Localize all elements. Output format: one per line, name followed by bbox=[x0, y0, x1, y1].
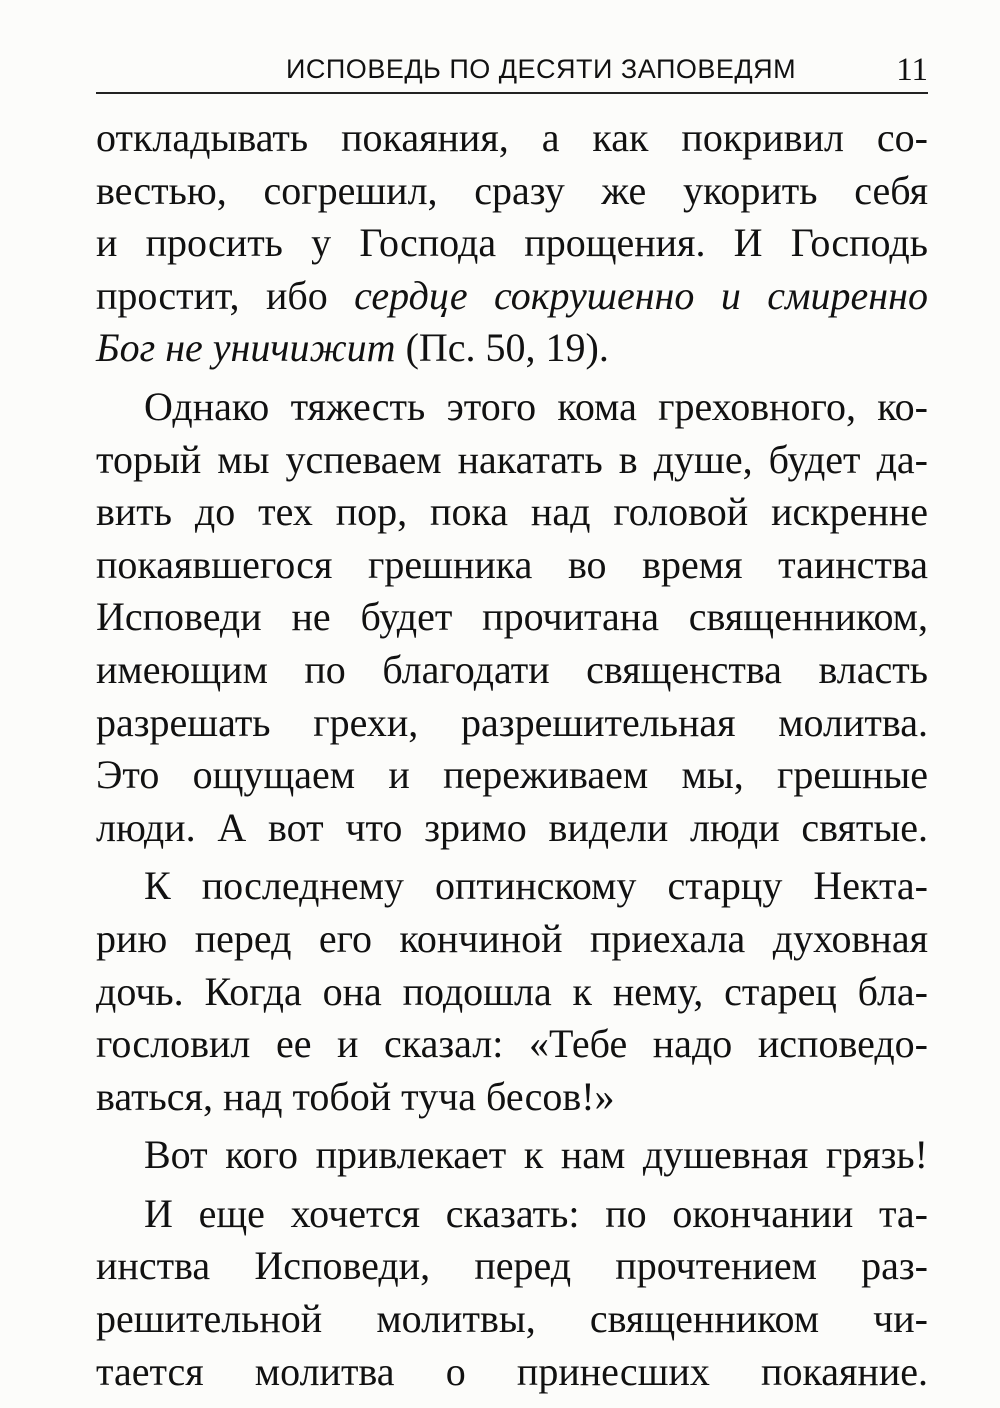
text-line: К последнему оптинскому старцу Некта- bbox=[144, 863, 928, 909]
paragraph-3 bbox=[96, 860, 928, 1123]
text-line: тается молитва о принесших покаяние. bbox=[96, 1348, 928, 1394]
text-line: Это ощущаем и переживаем мы, грешные bbox=[96, 752, 928, 798]
page-header bbox=[96, 52, 928, 94]
text-line: разрешать грехи, разрешительная молитва. bbox=[96, 699, 928, 745]
paragraph-2 bbox=[96, 381, 928, 854]
text-line: решительной молитвы, священником чи- bbox=[96, 1296, 928, 1342]
paragraph-5 bbox=[96, 1188, 928, 1398]
text-line: ваться, над тобой туча бесов!» bbox=[96, 1073, 615, 1119]
running-title: ИСПОВЕДЬ ПО ДЕСЯТИ ЗАПОВЕДЯМ bbox=[286, 54, 797, 84]
text-line: люди. А вот что зримо видели люди святые. bbox=[96, 804, 928, 850]
text-line: рию перед его кончиной приехала духовная bbox=[96, 915, 928, 961]
text-line: Вот кого привлекает к нам душевная грязь! bbox=[144, 1132, 928, 1178]
text-line: имеющим по благодати священства власть bbox=[96, 646, 928, 692]
text-line bbox=[96, 270, 928, 323]
quote-italic: Бог не уничижит bbox=[96, 325, 396, 371]
paragraph-4 bbox=[96, 1129, 928, 1182]
text-line bbox=[96, 322, 928, 375]
text-line: дочь. Когда она подошла к нему, старец бла- bbox=[96, 968, 928, 1014]
text-line: И еще хочется сказать: по окончании та- bbox=[144, 1190, 928, 1236]
text-line: гословил ее и сказал: «Тебе надо исповедо- bbox=[96, 1021, 928, 1067]
text-line: покаявшегося грешника во время таинства bbox=[96, 541, 928, 587]
text-fragment: простит, ибо bbox=[96, 272, 355, 318]
paragraph-1 bbox=[96, 112, 928, 375]
page-number: 11 bbox=[896, 52, 928, 88]
text-line: вить до тех пор, пока над головой искренне bbox=[96, 489, 928, 535]
text-line: Исповеди не будет прочитана священником, bbox=[96, 594, 928, 640]
text-line: вестью, согрешил, сразу же укорить себя bbox=[96, 167, 928, 213]
text-line: откладывать покаяния, а как покривил со- bbox=[96, 115, 928, 160]
text-line: Однако тяжесть этого кома греховного, ко- bbox=[144, 383, 928, 429]
text-line: и просить у Господа прощения. И Господь bbox=[96, 220, 928, 266]
text-line: инства Исповеди, перед прочтением раз- bbox=[96, 1243, 928, 1289]
body-text bbox=[96, 112, 928, 1398]
quote-italic: сердце сокрушенно и смиренно bbox=[354, 272, 928, 318]
scripture-reference: (Пс. 50, 19). bbox=[395, 325, 609, 371]
text-line: торый мы успеваем накатать в душе, будет да- bbox=[96, 436, 928, 482]
